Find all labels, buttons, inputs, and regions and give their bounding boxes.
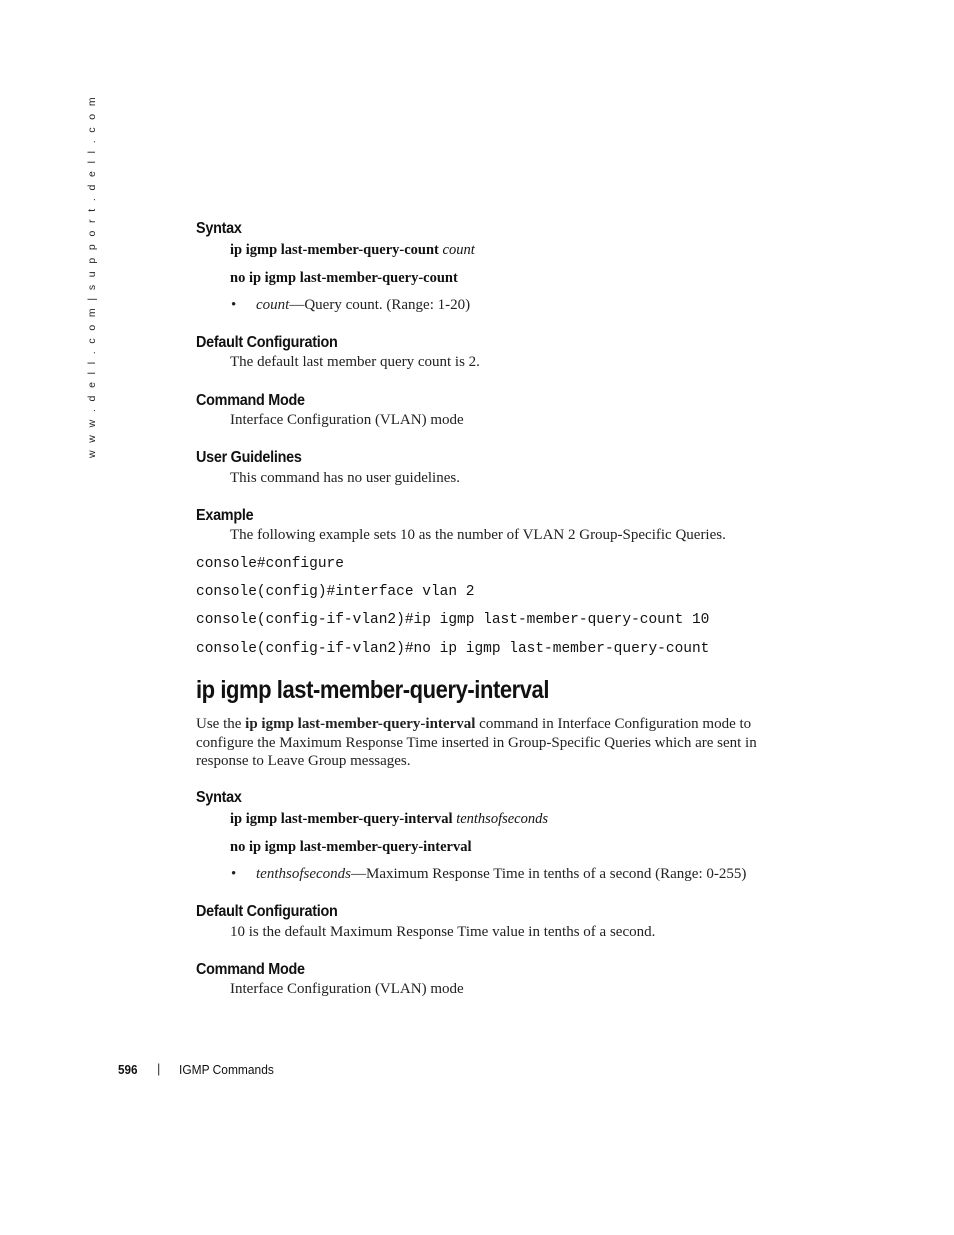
- example-heading: Example: [196, 507, 254, 524]
- command-title: ip igmp last-member-query-interval: [196, 676, 550, 704]
- command-mode-text: Interface Configuration (VLAN) mode: [230, 412, 464, 428]
- code-line: console#configure: [196, 556, 344, 572]
- default-config-heading: Default Configuration: [196, 903, 338, 920]
- command-mode-heading: Command Mode: [196, 392, 305, 409]
- example-text: The following example sets 10 as the number of VLAN 2 Group-Specific Queries.: [230, 527, 726, 543]
- parameter-desc: —Query count. (Range: 1-20): [289, 297, 471, 313]
- command-mode-text: Interface Configuration (VLAN) mode: [230, 981, 464, 997]
- parameter-description: [256, 297, 470, 314]
- bullet-marker: •: [231, 297, 237, 313]
- code-line: console(config-if-vlan2)#ip igmp last-member-query-count 10: [196, 612, 710, 628]
- code-line: console(config)#interface vlan 2: [196, 584, 475, 600]
- bullet-marker: •: [231, 866, 237, 882]
- syntax-command-keyword: ip igmp last-member-query-count: [230, 242, 439, 258]
- parameter-term: tenthsofseconds: [256, 866, 351, 882]
- syntax-heading: Syntax: [196, 220, 242, 237]
- syntax-no-command-keyword: no ip igmp last-member-query-interval: [230, 839, 472, 855]
- syntax-command-keyword: ip igmp last-member-query-interval: [230, 811, 453, 827]
- intro-command: ip igmp last-member-query-interval: [245, 716, 476, 732]
- syntax-command: [230, 242, 475, 259]
- default-config-text: The default last member query count is 2.: [230, 354, 480, 370]
- parameter-term: count: [256, 297, 290, 313]
- syntax-command-param: count: [442, 242, 475, 258]
- syntax-no-command: [230, 839, 472, 856]
- command-mode-heading: Command Mode: [196, 961, 305, 978]
- sidebar-url: w w w . d e l l . c o m | s u p p o r t . d e l l . c o m: [86, 94, 98, 458]
- user-guidelines-heading: User Guidelines: [196, 449, 302, 466]
- default-config-text: 10 is the default Maximum Response Time value in tenths of a second.: [230, 924, 656, 940]
- code-line: console(config-if-vlan2)#no ip igmp last-member-query-count: [196, 641, 710, 657]
- syntax-no-command: [230, 270, 458, 287]
- page-number: 596: [118, 1062, 138, 1077]
- parameter-desc: —Maximum Response Time in tenths of a second (Range: 0-255): [351, 866, 747, 882]
- chapter-title: IGMP Commands: [179, 1062, 274, 1077]
- intro-pre: Use the: [196, 716, 246, 732]
- user-guidelines-text: This command has no user guidelines.: [230, 470, 460, 486]
- intro-post: command in Interface Configuration mode to configure the Maximum Response Time inserted in Group-Specific Queries which are sent in response to Leave Group messages.: [196, 716, 757, 769]
- syntax-command: [230, 811, 548, 828]
- default-config-heading: Default Configuration: [196, 334, 338, 351]
- syntax-no-command-keyword: no ip igmp last-member-query-count: [230, 270, 458, 286]
- command-intro: [196, 715, 796, 771]
- parameter-description: [256, 866, 746, 883]
- syntax-heading: Syntax: [196, 789, 242, 806]
- footer-separator: |: [157, 1061, 161, 1076]
- syntax-command-param: tenthsofseconds: [456, 811, 549, 827]
